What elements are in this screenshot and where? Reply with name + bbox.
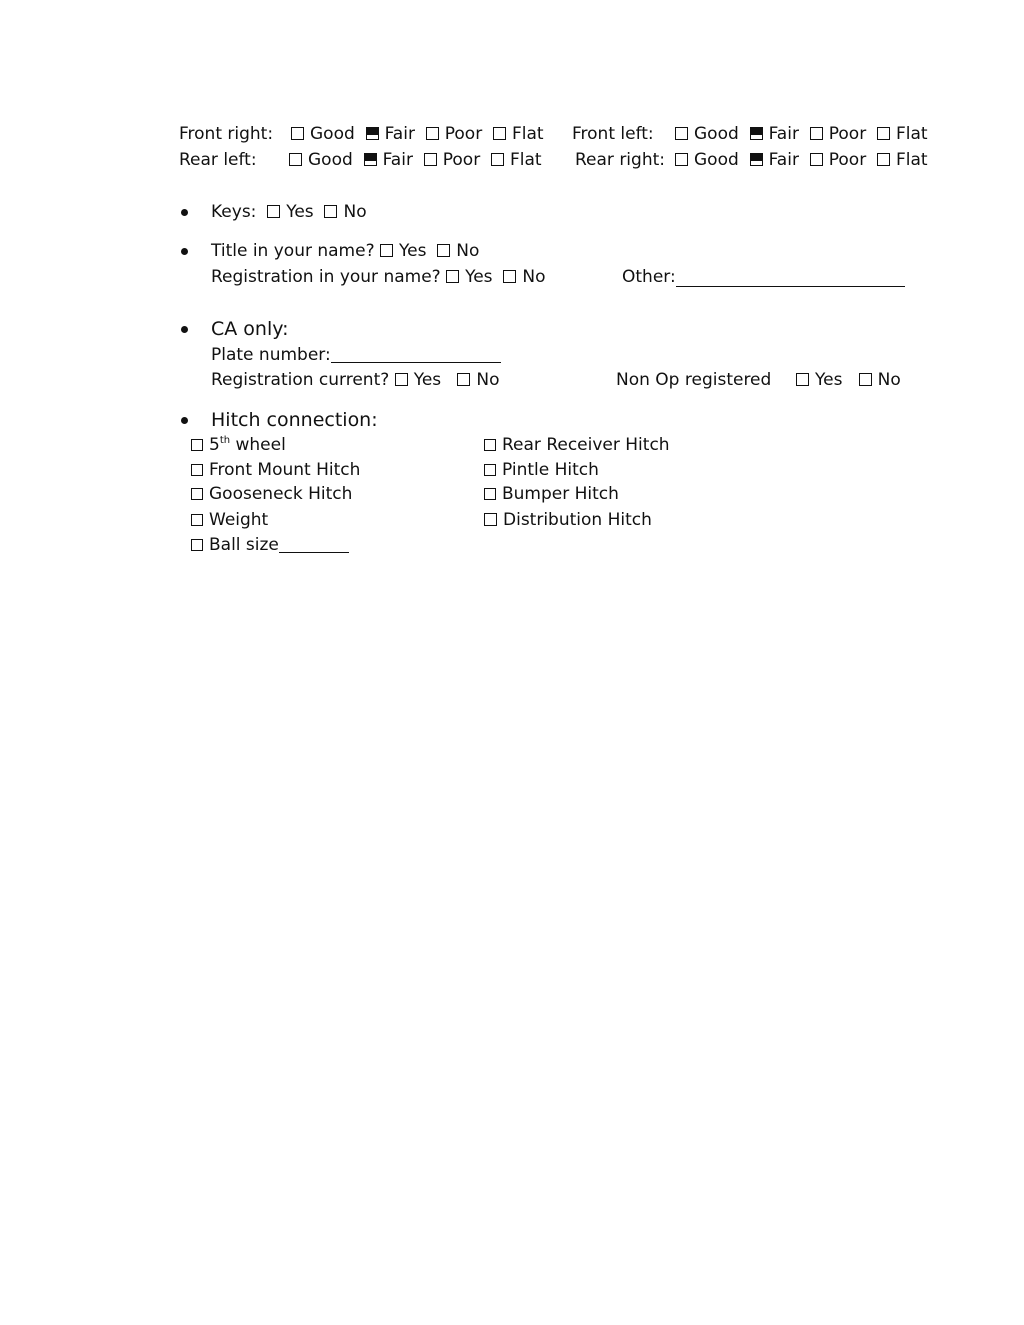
hitch-heading: Hitch connection: [211,409,378,431]
front-right-poor[interactable]: Poor [426,124,482,144]
checkbox-icon[interactable] [484,513,497,526]
checkbox-icon[interactable] [484,439,496,451]
rear-right-options [675,150,928,170]
checkbox-icon[interactable] [191,439,203,451]
checkbox-icon[interactable] [859,373,872,386]
front-right-options [291,124,544,144]
title-row [211,241,479,261]
registration-current-row [211,370,499,390]
rear-left-good[interactable]: Good [289,150,353,170]
rear-left-label: Rear left: [179,150,257,170]
checked-box-icon[interactable] [750,127,763,140]
checkbox-icon[interactable] [191,514,203,526]
rear-right-label: Rear right: [575,150,665,170]
rear-left-poor[interactable]: Poor [424,150,480,170]
registration-row [211,267,545,287]
checkbox-icon[interactable] [191,488,203,500]
front-left-flat[interactable]: Flat [877,124,928,144]
checked-box-icon[interactable] [366,127,379,140]
front-left-label: Front left: [572,124,654,144]
checkbox-icon[interactable] [424,153,437,166]
hitch-weight[interactable]: Weight [191,510,268,530]
front-right-flat[interactable]: Flat [493,124,544,144]
checkbox-icon[interactable] [457,373,470,386]
keys-no[interactable]: No [324,202,366,222]
checkbox-icon[interactable] [491,153,504,166]
front-left-fair[interactable]: Fair [750,124,799,144]
ball-size-input-line[interactable] [279,552,349,553]
checked-box-icon[interactable] [364,153,377,166]
hitch-bumper[interactable]: Bumper Hitch [484,484,619,504]
nonop-no[interactable]: No [859,370,901,390]
checkbox-icon[interactable] [675,153,688,166]
bullet-icon [181,209,188,216]
title-yes[interactable]: Yes [380,241,426,261]
checkbox-icon[interactable] [810,127,823,140]
registration-current-yes[interactable]: Yes [395,370,441,390]
rear-left-flat[interactable]: Flat [491,150,542,170]
rear-left-options [289,150,542,170]
keys-row [211,202,367,222]
checkbox-icon[interactable] [796,373,809,386]
hitch-distribution[interactable]: Distribution Hitch [484,510,652,530]
hitch-front-mount[interactable]: Front Mount Hitch [191,460,360,480]
checkbox-icon[interactable] [503,270,516,283]
hitch-rear-receiver[interactable]: Rear Receiver Hitch [484,435,670,455]
checkbox-icon[interactable] [291,127,304,140]
title-label: Title in your name? [211,241,375,261]
checkbox-icon[interactable] [484,488,496,500]
rear-right-fair[interactable]: Fair [750,150,799,170]
checkbox-icon[interactable] [191,539,203,551]
checkbox-icon[interactable] [289,153,302,166]
registration-label: Registration in your name? [211,267,441,287]
bullet-icon [181,417,188,424]
checkbox-icon[interactable] [395,373,408,386]
checkbox-icon[interactable] [426,127,439,140]
checkbox-icon[interactable] [324,205,337,218]
front-right-fair[interactable]: Fair [366,124,415,144]
rear-right-poor[interactable]: Poor [810,150,866,170]
checkbox-icon[interactable] [877,153,890,166]
plate-number-input-line[interactable] [331,362,501,363]
nonop-label: Non Op registered [616,370,772,390]
other-input-line[interactable] [676,286,905,287]
checkbox-icon[interactable] [191,464,203,476]
checkbox-icon[interactable] [437,244,450,257]
checkbox-icon[interactable] [380,244,393,257]
hitch-fifth-wheel[interactable]: 5th wheel [191,435,286,455]
ca-heading: CA only: [211,318,289,340]
front-left-options [675,124,928,144]
keys-label: Keys: [211,202,257,222]
hitch-ball-size[interactable]: Ball size [191,535,279,555]
keys-yes[interactable]: Yes [267,202,313,222]
front-left-poor[interactable]: Poor [810,124,866,144]
rear-right-good[interactable]: Good [675,150,739,170]
plate-number-label: Plate number: [211,345,331,365]
checkbox-icon[interactable] [493,127,506,140]
front-right-good[interactable]: Good [291,124,355,144]
registration-yes[interactable]: Yes [446,267,492,287]
bullet-icon [181,248,188,255]
front-right-label: Front right: [179,124,274,144]
checkbox-icon[interactable] [267,205,280,218]
checkbox-icon[interactable] [675,127,688,140]
rear-left-fair[interactable]: Fair [364,150,413,170]
checkbox-icon[interactable] [446,270,459,283]
checked-box-icon[interactable] [750,153,763,166]
rear-right-flat[interactable]: Flat [877,150,928,170]
front-left-good[interactable]: Good [675,124,739,144]
nonop-options [796,370,901,390]
other-label: Other: [622,267,676,287]
bullet-icon [181,326,188,333]
hitch-gooseneck[interactable]: Gooseneck Hitch [191,484,352,504]
registration-no[interactable]: No [503,267,545,287]
hitch-pintle[interactable]: Pintle Hitch [484,460,599,480]
registration-current-no[interactable]: No [457,370,499,390]
nonop-yes[interactable]: Yes [796,370,842,390]
checkbox-icon[interactable] [810,153,823,166]
checkbox-icon[interactable] [877,127,890,140]
checkbox-icon[interactable] [484,464,496,476]
title-no[interactable]: No [437,241,479,261]
registration-current-label: Registration current? [211,370,390,390]
